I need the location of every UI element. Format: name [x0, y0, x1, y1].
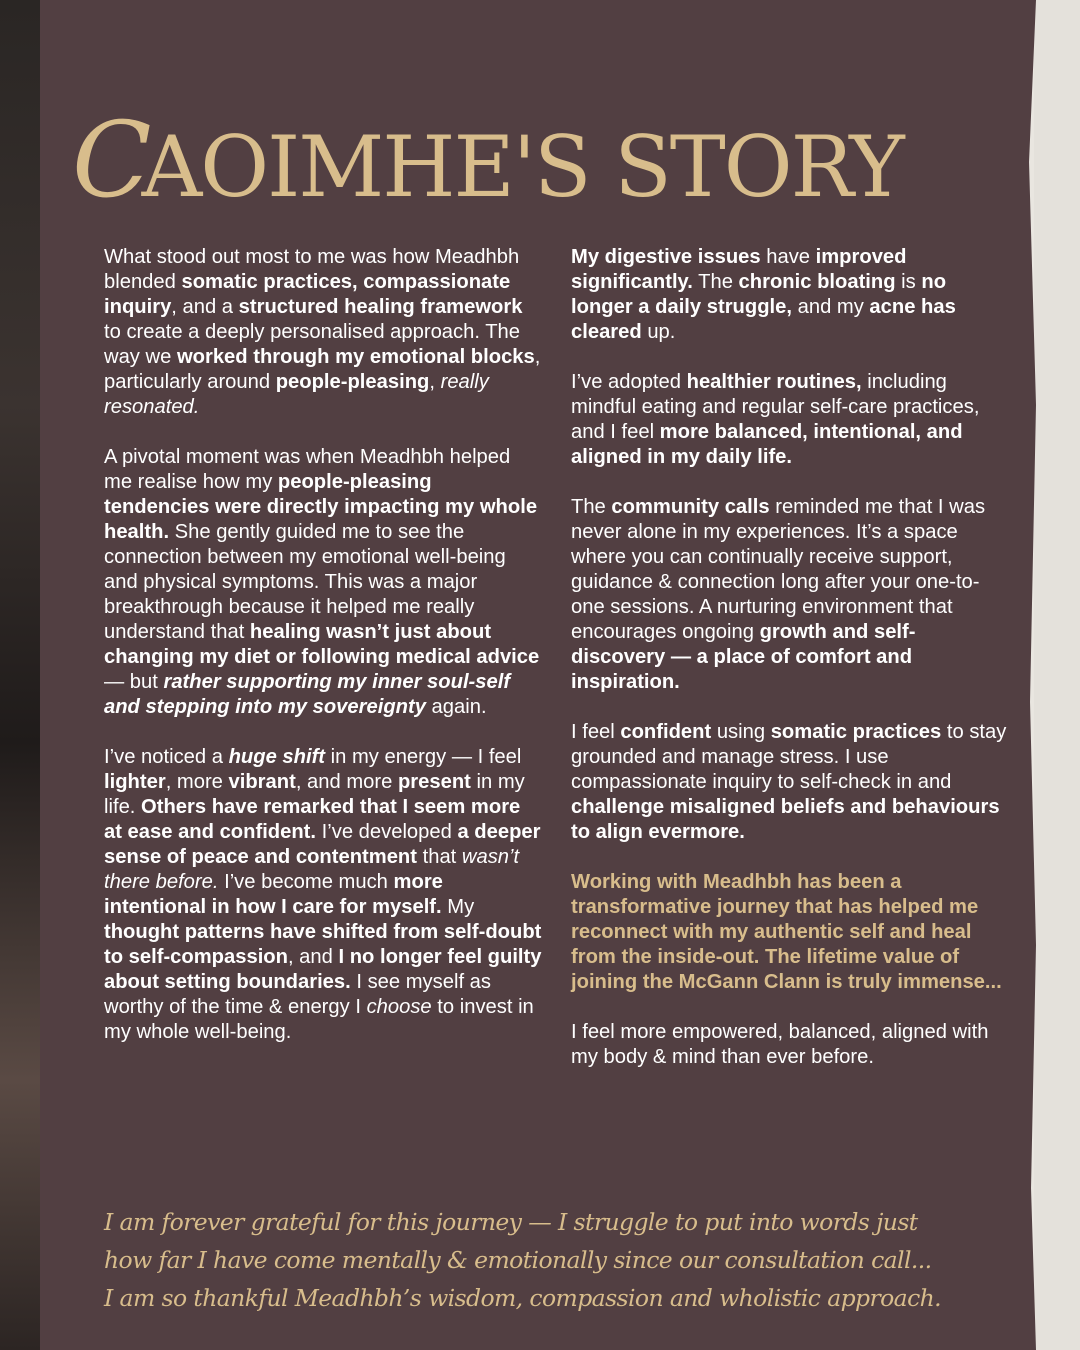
text-run: improved significantly. [571, 246, 907, 293]
text-run: to create a deeply personalised approach. The way we [104, 321, 520, 368]
closing-quote [104, 1203, 1014, 1317]
text-run: I feel [571, 721, 621, 743]
text-run: challenge misaligned beliefs and behaviours to align evermore. [571, 796, 1000, 843]
story-paragraph [571, 495, 1009, 695]
text-run: a deeper sense of peace and contentment [104, 821, 541, 868]
text-run: She gently guided me to see the connection between my emotional well-being and physical symptoms. This was a major breakthrough because it helped me really understand that [104, 521, 506, 643]
text-run: present [397, 771, 471, 793]
text-run: huge shift [228, 746, 326, 768]
text-run: chronic bloating [738, 271, 896, 293]
text-run: including mindful eating and regular self-care practices, and I feel [571, 371, 980, 443]
text-run: people-pleasing tendencies were directly impacting my whole health. [104, 471, 538, 543]
text-run: healing wasn’t just about changing my diet or following medical advice [104, 621, 540, 668]
text-run: The [692, 271, 739, 293]
text-run: , and a [171, 296, 239, 318]
text-run: wasn’t there before. [104, 846, 520, 893]
text-run: I’ve developed [316, 821, 458, 843]
text-run: , and more [295, 771, 398, 793]
text-run: to invest in my whole well-being. [104, 996, 534, 1043]
text-run: using [711, 721, 771, 743]
text-run: acne has cleared [571, 296, 956, 343]
left-column [104, 245, 542, 1070]
text-run: Others have remarked that I seem more at ease and confident. [104, 796, 521, 843]
background-paper-edge [1034, 0, 1080, 1350]
text-run: My [441, 896, 475, 918]
text-run: thought patterns have shifted from self-doubt to self-compassion [104, 921, 542, 968]
page-title [72, 99, 903, 221]
text-run: no longer a daily struggle, [571, 271, 947, 318]
story-paragraph [571, 1020, 1009, 1070]
story-paragraph [571, 720, 1009, 845]
story-paragraph [104, 445, 542, 720]
text-run: , particularly around [104, 346, 541, 393]
right-column [571, 245, 1009, 1095]
title-initial: C [72, 99, 150, 221]
text-run: My digestive issues [571, 246, 761, 268]
text-run: worked through my emotional blocks [176, 346, 535, 368]
text-run: rather supporting my inner soul-self and stepping into my sovereignty [104, 671, 511, 718]
text-run: is [895, 271, 922, 293]
text-run: growth and self-discovery — a place of comfort and inspiration. [571, 621, 916, 693]
text-run: , [429, 371, 441, 393]
text-run: I’ve become much [218, 871, 394, 893]
text-run: I feel more empowered, balanced, aligned with my body & mind than ever before. [571, 1021, 989, 1068]
text-run: community calls [611, 496, 770, 518]
text-run: A pivotal moment was when Meadhbh helped me realise how my [104, 446, 511, 493]
text-run: reminded me that I was never alone in my experiences. It’s a space where you can continually receive support, guidance & connection long after your one-to-one sessions. A nurturing environment that encourages ongoing [571, 496, 986, 643]
story-paragraph [104, 745, 542, 1045]
text-run: What stood out most to me was how Meadhbh blended [104, 246, 520, 293]
text-run: lighter [104, 771, 166, 793]
quote-line: I am so thankful Meadhbh’s wisdom, compassion and wholistic approach. [104, 1284, 942, 1312]
text-run: in my energy — I feel [325, 746, 522, 768]
text-run: I’ve noticed a [104, 746, 229, 768]
quote-line: I am forever grateful for this journey — I struggle to put into words just [104, 1208, 918, 1236]
text-run: structured healing framework [238, 296, 523, 318]
text-run: choose [366, 996, 432, 1018]
text-run: , and [287, 946, 339, 968]
text-run: people-pleasing [275, 371, 430, 393]
text-run: somatic practices, compassionate inquiry [104, 271, 511, 318]
text-run: to stay grounded and manage stress. I use compassionate inquiry to self-check in and [571, 721, 1007, 793]
quote-line: how far I have come mentally & emotionally since our consultation call... [104, 1246, 932, 1274]
text-run: I’ve adopted [571, 371, 687, 393]
story-paragraph [571, 870, 1009, 995]
text-run: Working with Meadhbh has been a transformative journey that has helped me reconnect with my authentic self and heal from the inside-out. The lifetime value of joining the McGann Clann is truly immense... [571, 871, 1002, 993]
text-run: healthier routines, [686, 371, 862, 393]
text-run: really resonated. [104, 371, 489, 418]
text-run: and my [792, 296, 870, 318]
text-run: in my life. [104, 771, 525, 818]
text-run: somatic practices [770, 721, 942, 743]
text-run: , more [165, 771, 229, 793]
story-paragraph [571, 245, 1009, 345]
story-paragraph [571, 370, 1009, 470]
text-run: up. [641, 321, 676, 343]
text-run: The [571, 496, 612, 518]
text-run: more balanced, intentional, and aligned in my daily life. [571, 421, 963, 468]
background-photo-edge [0, 0, 44, 1350]
story-paragraph [104, 245, 542, 420]
text-run: that [417, 846, 462, 868]
text-run: confident [620, 721, 712, 743]
text-run: I see myself as worthy of the time & energy I [104, 971, 491, 1018]
title-rest: AOIMHE'S STORY [141, 118, 903, 216]
text-run: more intentional in how I care for myself. [104, 871, 443, 918]
text-run: vibrant [228, 771, 296, 793]
text-run: I no longer feel guilty about setting boundaries. [104, 946, 542, 993]
text-run: — but [104, 671, 164, 693]
text-run: have [760, 246, 816, 268]
text-run: again. [425, 696, 487, 718]
